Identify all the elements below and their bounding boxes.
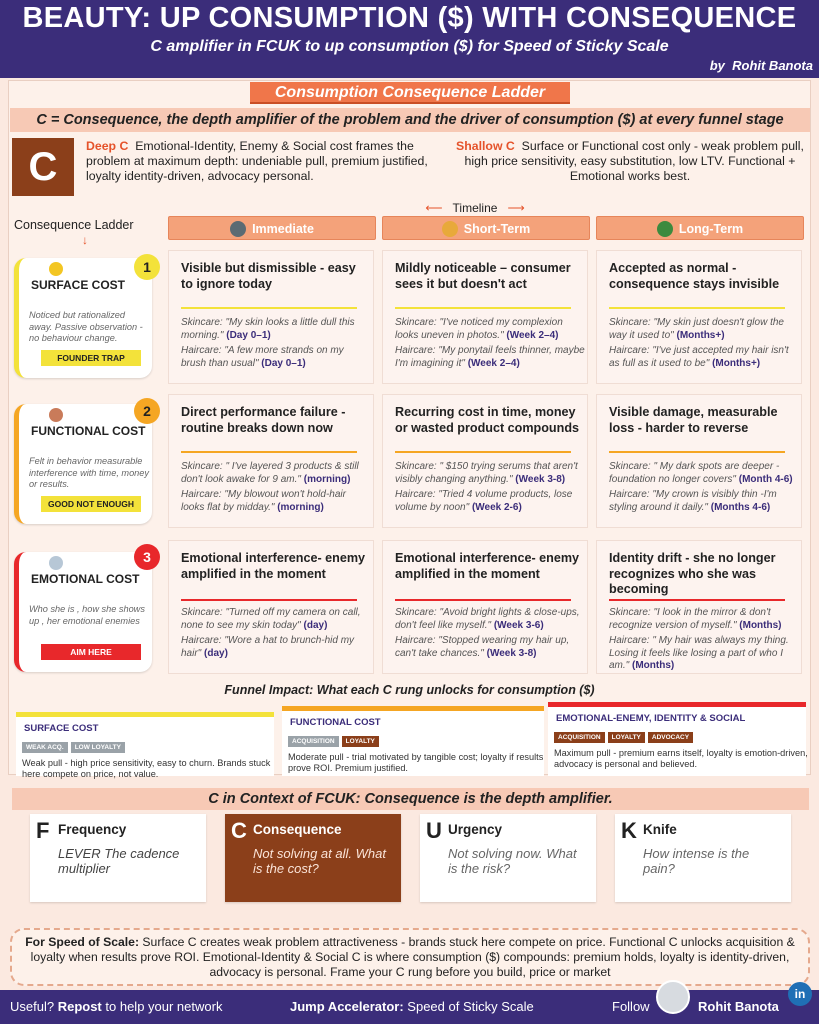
shallow-c-description	[450, 139, 810, 184]
fcuk-card-frequency	[30, 814, 206, 902]
rung-number: 3	[134, 544, 160, 570]
skincare-quote: Skincare: "Avoid bright lights & close-ups, don't feel like myself." (Week 3-6)	[395, 607, 580, 631]
arrow-right-icon: ⟶	[497, 201, 525, 215]
funnel-box-emotional	[548, 702, 806, 776]
rung-tag: FOUNDER TRAP	[41, 350, 141, 366]
summary-lead: For Speed of Scale:	[25, 935, 140, 949]
haircare-quote: Haircare: "My ponytail feels thinner, maybe I'm imagining it" (Week 2–4)	[395, 345, 585, 369]
byline-name: Rohit Banota	[732, 58, 813, 73]
cell-emotional-short-term	[382, 540, 588, 674]
funnel-box-title: FUNCTIONAL COST	[290, 717, 381, 728]
gear-icon	[230, 221, 246, 237]
fcuk-description: Not solving now. What is the risk?	[448, 846, 577, 876]
fcuk-description: How intense is the pain?	[643, 846, 750, 876]
fcuk-word: Urgency	[448, 822, 503, 837]
haircare-quote: Haircare: "My blowout won't hold-hair looks flat by midday." (morning)	[181, 489, 346, 513]
column-header-label: Long-Term	[678, 222, 744, 236]
header-banner	[0, 0, 819, 78]
haircare-quote: Haircare: "Stopped wearing my hair up, can't take chances." (Week 3-8)	[395, 635, 570, 659]
deep-c-description	[86, 139, 442, 184]
avatar[interactable]	[656, 980, 690, 1014]
arrow-left-icon: ⟵	[425, 201, 453, 215]
cell-heading: Recurring cost in time, money or wasted product compounds	[395, 405, 580, 435]
footer-bar	[0, 987, 819, 1024]
fcuk-description: Not solving at all. What is the cost?	[253, 846, 386, 876]
funnel-box-title: SURFACE COST	[24, 723, 99, 734]
funnel-box-description: Weak pull - high price sensitivity, easy to churn. Brands stuck here compete on price, not value.	[22, 758, 271, 779]
fcuk-context-title: C in Context of FCUK: Consequence is the depth amplifier.	[12, 788, 809, 810]
face-icon	[49, 556, 63, 570]
speed-of-scale-summary	[10, 928, 810, 986]
ladder-title: Consumption Consequence Ladder	[250, 82, 570, 104]
cell-functional-long-term	[596, 394, 802, 528]
cell-heading: Accepted as normal - consequence stays invisible	[609, 261, 780, 291]
rung-tag: GOOD NOT ENOUGH	[41, 496, 141, 512]
shallow-c-label: Shallow C	[456, 139, 515, 153]
consequence-ladder-label: Consequence Ladder	[14, 218, 134, 232]
rung-name: FUNCTIONAL COST	[31, 424, 146, 438]
funnel-chips	[554, 731, 696, 743]
skincare-quote: Skincare: " I've layered 3 products & still don't look awake for 9 am." (morning)	[181, 461, 359, 485]
consequence-definition: C = Consequence, the depth amplifier of the problem and the driver of consumption ($) at every funnel stage	[10, 108, 810, 132]
cell-surface-immediate	[168, 250, 374, 384]
cell-heading: Emotional interference- enemy amplified in the moment	[181, 551, 366, 581]
person-icon	[49, 408, 63, 422]
haircare-quote: Haircare: " My hair was always my thing. Losing it feels like losing a part of who I am." (Months)	[609, 635, 789, 671]
funnel-chips	[22, 741, 128, 753]
rung-card-functional	[14, 404, 152, 524]
cell-heading: Direct performance failure - routine breaks down now	[181, 405, 346, 435]
column-header-short-term	[382, 216, 590, 240]
chip: WEAK ACQ.	[22, 742, 68, 753]
funnel-impact-title: Funnel Impact: What each C rung unlocks for consumption ($)	[224, 683, 595, 697]
c-letter-box: C	[12, 138, 74, 196]
skincare-quote: Skincare: "My skin looks a little dull this morning." (Day 0–1)	[181, 317, 355, 341]
clock-icon	[657, 221, 673, 237]
chip: ACQUISITION	[288, 736, 339, 747]
divider	[609, 307, 785, 309]
chip: LOYALTY	[342, 736, 379, 747]
rung-description: Noticed but rationalized away. Passive observation - no behaviour change.	[29, 310, 143, 343]
cell-emotional-long-term	[596, 540, 802, 674]
rung-tag: AIM HERE	[41, 644, 141, 660]
rung-name: EMOTIONAL COST	[31, 572, 140, 586]
fcuk-card-knife	[615, 814, 791, 902]
funnel-box-functional	[282, 706, 544, 776]
byline-prefix: by	[709, 58, 725, 73]
divider	[181, 599, 357, 601]
chip: ADVOCACY	[648, 732, 693, 743]
fcuk-word: Knife	[643, 822, 677, 837]
haircare-quote: Haircare: "Tried 4 volume products, lose volume by noon" (Week 2-6)	[395, 489, 573, 513]
skincare-quote: Skincare: " $150 trying serums that aren't visibly changing anything." (Week 3-8)	[395, 461, 578, 485]
cell-surface-short-term	[382, 250, 588, 384]
divider	[395, 451, 571, 453]
skincare-quote: Skincare: "I've noticed my complexion looks uneven in photos." (Week 2–4)	[395, 317, 563, 341]
rung-description: Who she is , how she shows up , her emotional enemies	[29, 604, 145, 626]
divider	[181, 451, 357, 453]
timeline-text: Timeline	[452, 201, 498, 215]
divider	[609, 451, 785, 453]
funnel-box-surface	[16, 712, 274, 779]
hourglass-icon	[442, 221, 458, 237]
rung-description: Felt in behavior measurable interference with time, money or results.	[29, 456, 149, 489]
haircare-quote: Haircare: "My crown is visibly thin -I'm styling around it daily." (Months 4-6)	[609, 489, 777, 513]
funnel-box-title: EMOTIONAL-ENEMY, IDENTITY & SOCIAL	[556, 713, 746, 724]
skincare-quote: Skincare: "My skin just doesn't glow the way it used to" (Months+)	[609, 317, 784, 341]
cell-heading: Emotional interference- enemy amplified in the moment	[395, 551, 580, 581]
column-header-label: Short-Term	[463, 222, 531, 236]
fcuk-description: LEVER The cadence multiplier	[58, 846, 180, 876]
fcuk-word: Consequence	[253, 822, 342, 837]
column-header-label: Immediate	[252, 222, 314, 236]
rung-name: SURFACE COST	[31, 278, 126, 292]
page-subtitle: C amplifier in FCUK to up consumption ($) for Speed of Sticky Scale	[150, 38, 669, 55]
arrow-down-icon: ↓	[82, 233, 88, 247]
fcuk-word: Frequency	[58, 822, 127, 837]
page-title: BEAUTY: UP CONSUMPTION ($) WITH CONSEQUENCE	[22, 2, 797, 34]
divider	[395, 307, 571, 309]
column-header-immediate	[168, 216, 376, 240]
cell-heading: Visible damage, measurable loss - harder to reverse	[609, 405, 778, 435]
repost-link[interactable]: Repost	[57, 999, 102, 1014]
shallow-c-text: Surface or Functional cost only - weak problem pull, high price sensitivity, easy substitution, low LTV. Functional + Emotional works best.	[464, 139, 804, 183]
cell-heading: Mildly noticeable – consumer sees it but doesn't act	[395, 261, 571, 291]
chip: LOYALTY	[608, 732, 645, 743]
column-header-long-term	[596, 216, 804, 240]
linkedin-icon[interactable]: in	[788, 982, 812, 1006]
footer-author-name[interactable]: Rohit Banota	[698, 999, 779, 1014]
rung-card-surface	[14, 258, 152, 378]
funnel-chips	[288, 735, 382, 747]
fcuk-letter: C	[231, 818, 247, 843]
funnel-box-description: Maximum pull - premium earns itself, loyalty is emotion-driven, advocacy is personal and believed.	[554, 748, 808, 769]
cell-functional-immediate	[168, 394, 374, 528]
fcuk-letter: U	[426, 818, 442, 843]
skincare-quote: Skincare: " My dark spots are deeper - foundation no longer covers" (Month 4-6)	[609, 461, 793, 485]
fcuk-letter: F	[36, 818, 50, 843]
haircare-quote: Haircare: "Wore a hat to brunch-hid my hair" (day)	[181, 635, 355, 659]
skincare-quote: Skincare: "Turned off my camera on call, none to see my skin today" (day)	[181, 607, 361, 631]
haircare-quote: Haircare: "I've just accepted my hair isn't as full as it used to be" (Months+)	[609, 345, 789, 369]
footer-jump-accelerator: Jump Accelerator: Speed of Sticky Scale	[290, 999, 534, 1014]
byline	[710, 58, 813, 73]
footer-repost-text: Useful? Repost to help your network	[10, 999, 223, 1014]
chip: LOW LOYALTY	[71, 742, 125, 753]
divider	[395, 599, 571, 601]
deep-c-label: Deep C	[86, 139, 129, 153]
haircare-quote: Haircare: "A few more strands on my brush than usual" (Day 0–1)	[181, 345, 344, 369]
sparkle-icon	[49, 262, 63, 276]
rung-number: 2	[134, 398, 160, 424]
cell-functional-short-term	[382, 394, 588, 528]
deep-c-text: Emotional-Identity, Enemy & Social cost frames the problem at maximum depth: undeniable pull, premium justified, loyalty identity-driven, advocacy personal.	[86, 139, 428, 183]
footer-follow-label: Follow	[612, 999, 650, 1014]
cell-surface-long-term	[596, 250, 802, 384]
summary-text: Surface C creates weak problem attractiveness - brands stuck here compete on price. Functional C unlocks acquisition & loyalty when results prove ROI. Emotional-Identity & Social C is where consumption ($) compounds: premium holds, loyalty is identity-driven, advocacy is personal. Frame your C rung before you build, price or market	[30, 935, 795, 979]
skincare-quote: Skincare: "I look in the mirror & don't recognize version of myself." (Months)	[609, 607, 782, 631]
cell-emotional-immediate	[168, 540, 374, 674]
fcuk-letter: K	[621, 818, 637, 843]
rung-number: 1	[134, 254, 160, 280]
fcuk-card-consequence	[225, 814, 401, 902]
divider	[181, 307, 357, 309]
cell-heading: Visible but dismissible - easy to ignore today	[181, 261, 356, 291]
divider	[609, 599, 785, 601]
rung-card-emotional	[14, 552, 152, 672]
chip: ACQUISITION	[554, 732, 605, 743]
fcuk-card-urgency	[420, 814, 596, 902]
cell-heading: Identity drift - she no longer recognizes who she was becoming	[609, 551, 776, 596]
funnel-box-description: Moderate pull - trial motivated by tangible cost; loyalty if results prove ROI. Premium justified.	[288, 752, 544, 773]
timeline-label	[400, 201, 550, 215]
